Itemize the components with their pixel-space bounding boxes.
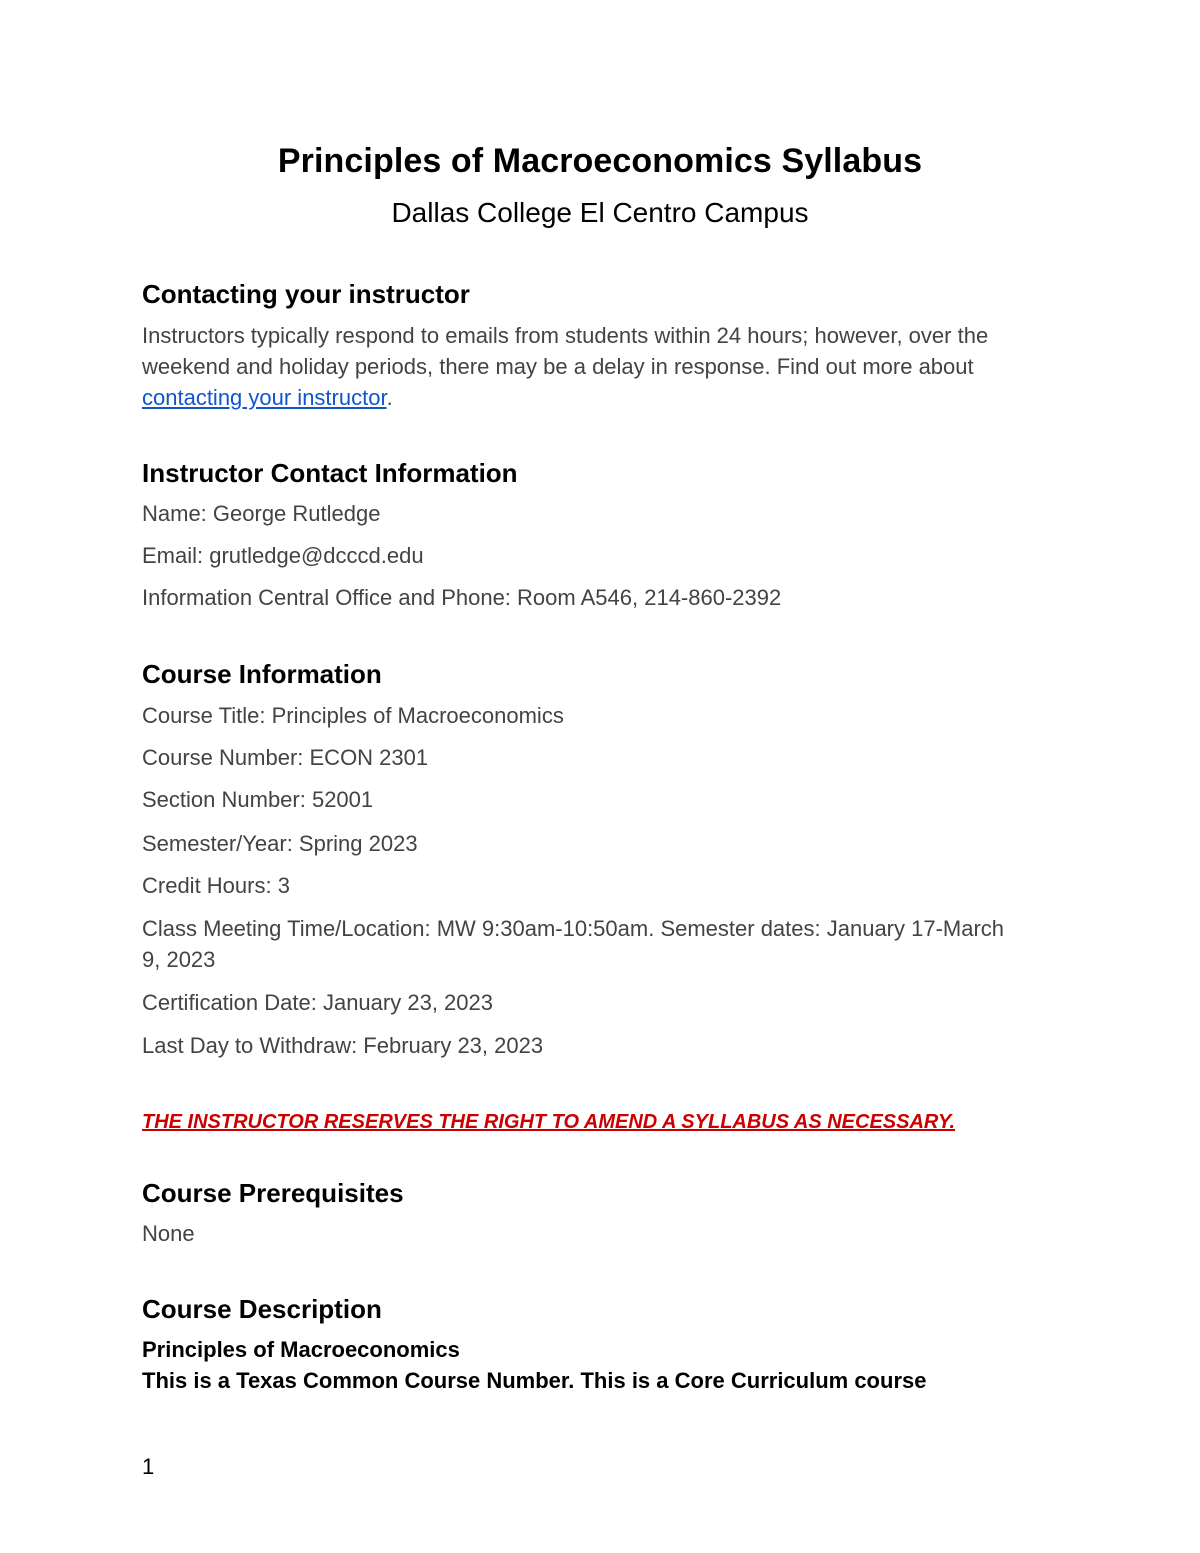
course-number: Course Number: ECON 2301 bbox=[142, 745, 429, 770]
page-number: 1 bbox=[142, 1454, 155, 1479]
withdraw-date: Last Day to Withdraw: February 23, 2023 bbox=[142, 1033, 544, 1058]
section-number: Section Number: 52001 bbox=[142, 787, 374, 812]
document-subtitle: Dallas College El Centro Campus bbox=[391, 197, 809, 228]
contacting-link-line bbox=[142, 382, 393, 413]
contacting-instructor-link[interactable]: contacting your instructor bbox=[142, 385, 387, 410]
prerequisites-text: None bbox=[142, 1221, 195, 1246]
contacting-text-line2: weekend and holiday periods, there may be a delay in response. Find out more about bbox=[142, 354, 974, 379]
meeting-time-line1: Class Meeting Time/Location: MW 9:30am-10:50am. Semester dates: January 17-March bbox=[142, 916, 1005, 941]
course-title: Course Title: Principles of Macroeconomics bbox=[142, 703, 564, 728]
semester-year: Semester/Year: Spring 2023 bbox=[142, 831, 418, 856]
prerequisites-heading: Course Prerequisites bbox=[142, 1178, 404, 1208]
contacting-text-line1: Instructors typically respond to emails from students within 24 hours; however, over the bbox=[142, 323, 989, 348]
instructor-email: Email: grutledge@dcccd.edu bbox=[142, 543, 424, 568]
contacting-link-suffix: . bbox=[386, 385, 393, 410]
amend-notice: THE INSTRUCTOR RESERVES THE RIGHT TO AMEND A SYLLABUS AS NECESSARY. bbox=[142, 1111, 956, 1133]
meeting-time-line2: 9, 2023 bbox=[142, 947, 216, 972]
instructor-name: Name: George Rutledge bbox=[142, 501, 381, 526]
credit-hours: Credit Hours: 3 bbox=[142, 873, 290, 898]
description-heading: Course Description bbox=[142, 1294, 382, 1324]
instructor-heading: Instructor Contact Information bbox=[142, 458, 518, 488]
description-line1: Principles of Macroeconomics bbox=[142, 1337, 460, 1362]
document-title: Principles of Macroeconomics Syllabus bbox=[277, 142, 923, 180]
contacting-heading: Contacting your instructor bbox=[142, 279, 470, 309]
description-line2: This is a Texas Common Course Number. This is a Core Curriculum course bbox=[142, 1368, 927, 1393]
course-info-heading: Course Information bbox=[142, 659, 382, 689]
instructor-office: Information Central Office and Phone: Room A546, 214-860-2392 bbox=[142, 585, 782, 610]
certification-date: Certification Date: January 23, 2023 bbox=[142, 990, 493, 1015]
